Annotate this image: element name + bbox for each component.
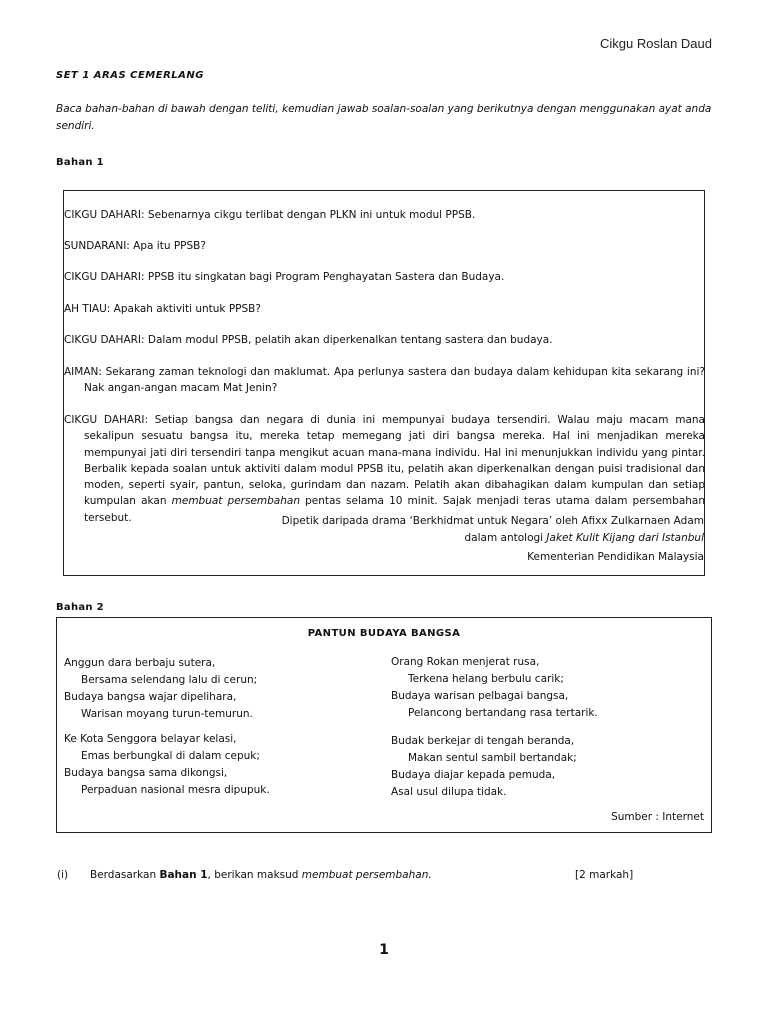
bahan1-label: Bahan 1 [56, 157, 104, 168]
question-italic-term: membuat persembahan. [301, 869, 432, 881]
verse-line: Budaya bangsa wajar dipelihara, [64, 691, 237, 703]
page-number: 1 [379, 942, 389, 958]
verse-line: Perpaduan nasional mesra dipupuk. [81, 784, 270, 796]
poem-title: PANTUN BUDAYA BANGSA [307, 628, 461, 639]
dialogue-long-paragraph [64, 412, 705, 526]
question-text [90, 869, 432, 881]
pantun-stanza [391, 654, 598, 722]
paragraph-text: CIKGU DAHARI: Setiap bangsa dan negara di dunia ini mempunyai budaya tersendiri. Walau maju macam mana sekalipun sesuatu bangsa itu, mereka tetap memegang jati diri bangsa mereka. Hal ini menjadikan mereka mempunyai jati diri tersendiri tanpa mengikut acuan mana-mana individu. Hal ini menunjukkan individu yang pintar. Berbalik kepada soalan untuk aktiviti dalam modul PPSB itu, pelatih akan diperkenalkan dengan puisi tradisional dan moden, seperti syair, pantun, seloka, gurindam dan nazam. Pelatih akan dibahagikan dalam kumpulan dan setiap kumpulan akan [64, 414, 705, 508]
bahan2-box [56, 617, 712, 833]
verse-line: Anggun dara berbaju sutera, [64, 657, 216, 669]
paragraph-italic-term: membuat persembahan [171, 495, 300, 508]
paragraph-text-end: pentas selama 10 minit. Sajak menjadi teras utama dalam persembahan tersebut. [84, 495, 706, 524]
set-title: SET 1 ARAS CEMERLANG [56, 70, 204, 81]
verse-line: Terkena helang berbulu carik; [408, 673, 564, 685]
verse-line: Warisan moyang turun-temurun. [81, 708, 253, 720]
question-marks: [2 markah] [575, 869, 634, 881]
pantun-stanza [64, 655, 257, 723]
verse-line: Budaya diajar kepada pemuda, [391, 769, 556, 781]
instructions: Baca bahan-bahan di bawah dengan teliti, kemudian jawab soalan-soalan yang berikutnya dengan menggunakan ayat anda sendiri. [56, 103, 712, 132]
citation-line-3: Kementerian Pendidikan Malaysia [527, 551, 704, 563]
verse-line: Budak berkejar di tengah beranda, [391, 735, 575, 747]
question-middle: , berikan maksud [207, 869, 299, 881]
citation-line-2 [465, 530, 705, 546]
question-bold-ref: Bahan 1 [159, 869, 208, 881]
verse-line: Pelancong bertandang rasa tertarik. [408, 707, 598, 719]
dialogue-line: CIKGU DAHARI: Sebenarnya cikgu terlibat dengan PLKN ini untuk modul PPSB. [64, 209, 476, 221]
pantun-stanza [64, 731, 270, 799]
verse-line: Bersama selendang lalu di cerun; [81, 674, 258, 686]
citation-prefix: dalam antologi [464, 532, 544, 544]
header-author: Cikgu Roslan Daud [599, 36, 712, 51]
dialogue-line: AIMAN: Sekarang zaman teknologi dan maklumat. Apa perlunya sastera dan budaya dalam kehidupan kita sekarang ini? Nak angan-angan macam Mat Jenin? [64, 366, 705, 395]
dialogue-line: SUNDARANI: Apa itu PPSB? [64, 240, 206, 252]
verse-line: Makan sentul sambil bertandak; [408, 752, 577, 764]
citation-anthology-title: Jaket Kulit Kijang dari Istanbul [546, 532, 704, 544]
verse-line: Ke Kota Senggora belayar kelasi, [64, 733, 237, 745]
verse-line: Orang Rokan menjerat rusa, [391, 656, 540, 668]
verse-line: Budaya bangsa sama dikongsi, [64, 767, 228, 779]
bahan2-label: Bahan 2 [56, 602, 104, 613]
dialogue-line: CIKGU DAHARI: Dalam modul PPSB, pelatih akan diperkenalkan tentang sastera dan budaya. [64, 334, 553, 346]
pantun-stanza [391, 733, 577, 801]
dialogue-line: AH TIAU: Apakah aktiviti untuk PPSB? [64, 303, 261, 315]
source-note: Sumber : Internet [611, 811, 704, 823]
question-number: (i) [57, 869, 69, 881]
verse-line: Asal usul dilupa tidak. [391, 786, 507, 798]
bahan1-box [63, 190, 705, 576]
citation-line-1: Dipetik daripada drama ‘Berkhidmat untuk Negara’ oleh Afixx Zulkarnaen Adam [281, 515, 704, 527]
verse-line: Budaya warisan pelbagai bangsa, [391, 690, 569, 702]
dialogue-line: CIKGU DAHARI: PPSB itu singkatan bagi Program Penghayatan Sastera dan Budaya. [64, 271, 505, 283]
verse-line: Emas berbungkal di dalam cepuk; [81, 750, 260, 762]
question-prefix: Berdasarkan [90, 869, 157, 881]
